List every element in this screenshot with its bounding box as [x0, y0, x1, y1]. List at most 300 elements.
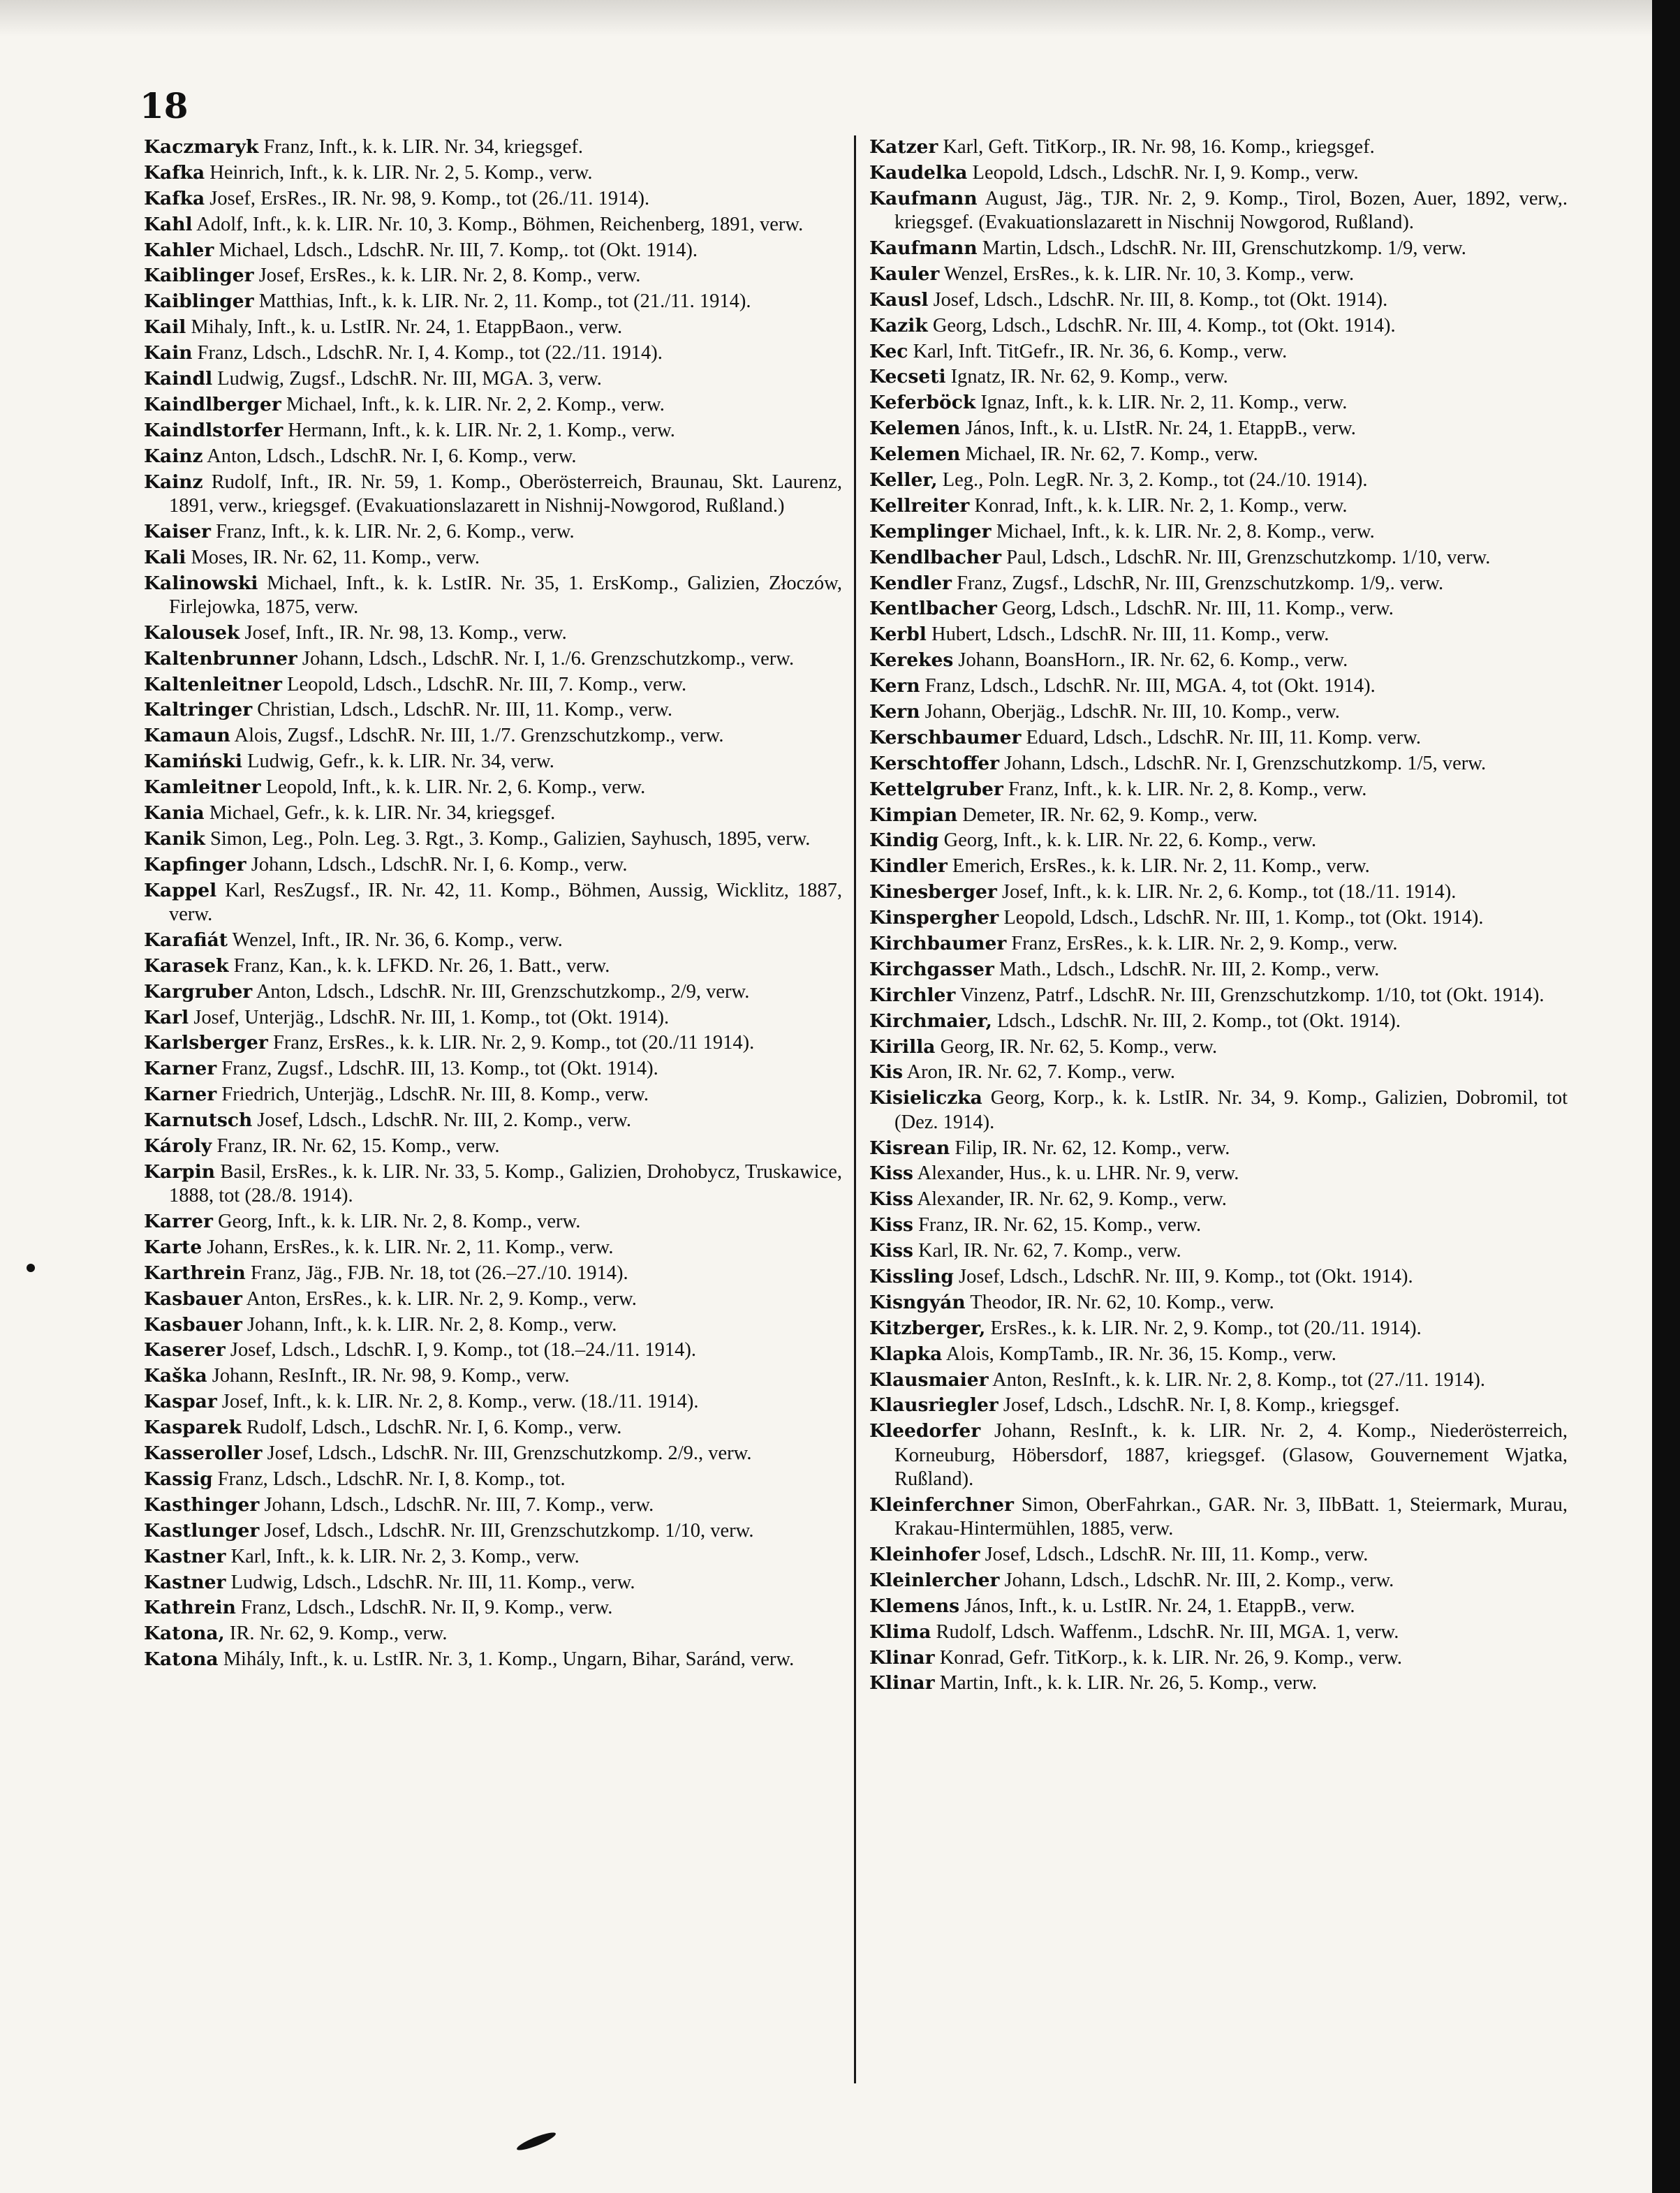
entry-details: Hubert, Ldsch., LdschR. Nr. III, 11. Komp., verw. [931, 623, 1329, 646]
scan-right-border [1652, 0, 1680, 2193]
list-item [869, 906, 1568, 930]
page-number: 18 [140, 85, 189, 126]
entry-details: Michael, Inft., k. k. LstIR. Nr. 35, 1. ErsKomp., Galizien, Złoczów, Firlejowka, 1875, verw. [169, 572, 843, 618]
entry-details: Karl, Geft. TitKorp., IR. Nr. 98, 16. Komp., kriegsgef. [943, 136, 1375, 158]
list-item [144, 471, 842, 519]
entry-details: Johann, Ldsch., LdschR. Nr. III, 7. Komp., verw. [264, 1493, 654, 1516]
entry-surname: Kern [869, 675, 920, 697]
entry-surname: Karafiát [144, 929, 228, 951]
entry-surname: Klinar [869, 1646, 935, 1669]
entry-surname: Kalousek [144, 621, 240, 644]
list-item [869, 1162, 1568, 1186]
entry-details: Johann, Ldsch., LdschR. Nr. I, 6. Komp., verw. [251, 853, 628, 876]
entry-details: Anton, ErsRes., k. k. LIR. Nr. 2, 9. Komp., verw. [246, 1287, 637, 1310]
entry-details: Johann, Oberjäg., LdschR. Nr. III, 10. Komp., verw. [924, 701, 1340, 723]
entry-details: Georg, Ldsch., LdschR. Nr. III, 4. Komp., tot (Okt. 1914). [932, 314, 1396, 337]
entry-surname: Kanik [144, 827, 205, 850]
entry-surname: Karpin [144, 1160, 216, 1183]
entry-details: Josef, Ldsch., LdschR. Nr. III, 11. Komp., verw. [985, 1544, 1369, 1566]
entry-surname: Karrer [144, 1211, 213, 1233]
list-item [869, 1646, 1568, 1670]
entry-surname: Kinspergher [869, 907, 999, 929]
entry-details: Simon, Leg., Poln. Leg. 3. Rgt., 3. Komp., Galizien, Sayhusch, 1895, verw. [210, 827, 811, 850]
entry-details: August, Jäg., TJR. Nr. 2, 9. Komp., Tirol, Bozen, Auer, 1892, verw,. kriegsgef. (Evakuationslazarett in Nischnij Nowgorod, Rußland). [894, 187, 1568, 234]
entry-surname: Kleinferchner [869, 1493, 1015, 1516]
list-item [869, 135, 1568, 159]
entry-surname: Kargruber [144, 980, 253, 1003]
list-item [869, 161, 1568, 185]
list-item [144, 776, 842, 799]
entry-details: Josef, Unterjäg., LdschR. Nr. III, 1. Komp., tot (Okt. 1914). [193, 1006, 670, 1028]
entry-details: Josef, Ldsch., LdschR. Nr. III, 9. Komp., tot (Okt. 1914). [959, 1266, 1413, 1287]
entry-surname: Kastlunger [144, 1519, 260, 1542]
list-item [144, 290, 842, 313]
entry-details: Mihaly, Inft., k. u. LstIR. Nr. 24, 1. EtappBaon., verw. [191, 316, 623, 339]
right-column [869, 135, 1568, 1697]
list-item [144, 1083, 842, 1107]
entry-details: Josef, Inft., k. k. LIR. Nr. 2, 8. Komp., verw. (18./11. 1914). [221, 1391, 699, 1413]
entry-surname: Kafka [144, 187, 205, 209]
entry-surname: Keller, [869, 468, 938, 491]
entry-surname: Klausmaier [869, 1368, 989, 1391]
entry-details: Eduard, Ldsch., LdschR. Nr. III, 11. Komp. verw. [1026, 726, 1421, 748]
entry-surname: Kellreiter [869, 494, 970, 517]
entry-surname: Kirchgasser [869, 958, 994, 980]
ink-smudge-mark [515, 2129, 557, 2153]
entry-details: Ignatz, IR. Nr. 62, 9. Komp., verw. [950, 366, 1228, 388]
entry-surname: Kirchmaier, [869, 1010, 992, 1032]
list-item [144, 1364, 842, 1388]
entry-details: Alexander, IR. Nr. 62, 9. Komp., verw. [917, 1188, 1227, 1211]
entry-surname: Kaczmaryk [144, 136, 259, 158]
entry-details: Johann, ErsRes., k. k. LIR. Nr. 2, 11. Komp., verw. [207, 1236, 614, 1258]
entry-surname: Kaindlstorfer [144, 419, 283, 441]
entry-surname: Kaška [144, 1365, 207, 1387]
list-item [144, 367, 842, 391]
list-item [144, 1390, 842, 1414]
list-item [869, 187, 1568, 235]
list-item [869, 700, 1568, 724]
entry-surname: Kleinlercher [869, 1569, 1000, 1591]
list-item [144, 445, 842, 468]
entry-surname: Kainz [144, 471, 203, 493]
list-item [144, 1442, 842, 1465]
list-item [869, 726, 1568, 750]
entry-details: Karl, IR. Nr. 62, 7. Komp., verw. [918, 1240, 1181, 1262]
list-item [869, 1137, 1568, 1160]
entry-surname: Kinesberger [869, 881, 997, 903]
list-item [144, 187, 842, 211]
list-item [869, 1671, 1568, 1695]
entry-surname: Kec [869, 340, 908, 362]
entry-details: Alexander, Hus., k. u. LHR. Nr. 9, verw. [917, 1162, 1239, 1185]
entry-surname: Karner [144, 1084, 217, 1106]
list-item [869, 494, 1568, 518]
entry-details: Leopold, Ldsch., LdschR. Nr. III, 7. Komp., verw. [287, 673, 687, 695]
list-item [869, 1620, 1568, 1644]
entry-surname: Kleinhofer [869, 1544, 980, 1566]
entry-surname: Kamleitner [144, 776, 261, 799]
list-item [869, 237, 1568, 260]
entry-details: Franz, Zugsf., LdschR, Nr. III, Grenzschutzkomp. 1/9,. verw. [957, 572, 1444, 594]
entry-details: Theodor, IR. Nr. 62, 10. Komp., verw. [970, 1291, 1274, 1313]
entry-surname: Kathrein [144, 1597, 236, 1619]
list-item [869, 1265, 1568, 1289]
list-item [869, 1035, 1568, 1059]
entry-details: Franz, ErsRes., k. k. LIR. Nr. 2, 9. Komp., tot (20./11 1914). [272, 1032, 755, 1054]
entry-surname: Kastner [144, 1545, 226, 1567]
list-item [144, 264, 842, 288]
entry-details: Georg, Korp., k. k. LstIR. Nr. 34, 9. Komp., Galizien, Dobromil, tot (Dez. 1914). [894, 1087, 1568, 1133]
entry-details: Leg., Poln. LegR. Nr. 3, 2. Komp., tot (24./10. 1914). [942, 468, 1368, 491]
entry-surname: Kahl [144, 213, 193, 235]
entry-surname: Klinar [869, 1672, 935, 1694]
list-item [144, 673, 842, 697]
list-item [144, 239, 842, 263]
list-item [144, 750, 842, 774]
list-item [869, 804, 1568, 827]
entry-surname: Katona [144, 1648, 219, 1671]
entry-details: Josef, Ldsch., LdschR. Nr. III, Grenzschutzkomp. 1/10, verw. [264, 1519, 754, 1542]
entry-surname: Kaiblinger [144, 290, 254, 313]
entry-details: Georg, IR. Nr. 62, 5. Komp., verw. [940, 1035, 1218, 1058]
list-item [869, 1010, 1568, 1033]
entry-surname: Kendlbacher [869, 546, 1002, 568]
list-item [869, 829, 1568, 852]
entry-details: Anton, ResInft., k. k. LIR. Nr. 2, 8. Komp., tot (27./11. 1914). [992, 1368, 1485, 1391]
entry-surname: Kain [144, 342, 193, 364]
entry-details: János, Inft., k. u. LstIR. Nr. 24, 1. EtappB., verw. [964, 1595, 1355, 1617]
entry-details: Ludwig, Gefr., k. k. LIR. Nr. 34, verw. [247, 751, 554, 773]
entry-surname: Klapka [869, 1343, 943, 1365]
entry-surname: Kasparek [144, 1417, 242, 1439]
entry-details: Franz, Inft., k. k. LIR. Nr. 2, 6. Komp., verw. [216, 520, 575, 542]
entry-details: Alois, Zugsf., LdschR. Nr. III, 1./7. Grenzschutzkomp., verw. [234, 725, 724, 747]
entry-details: Georg, Inft., k. k. LIR. Nr. 22, 6. Komp., verw. [943, 829, 1317, 852]
entry-details: Friedrich, Unterjäg., LdschR. Nr. III, 8. Komp., verw. [221, 1084, 649, 1106]
list-item [144, 1571, 842, 1595]
entry-details: Michael, Gefr., k. k. LIR. Nr. 34, kriegsgef. [209, 802, 556, 824]
entry-details: Josef, Ldsch., LdschR. Nr. III, Grenzschutzkomp. 2/9., verw. [267, 1442, 752, 1465]
entry-details: Filip, IR. Nr. 62, 12. Komp., verw. [955, 1137, 1230, 1159]
entry-surname: Kerbl [869, 623, 927, 646]
list-item [869, 1061, 1568, 1084]
entry-surname: Kazik [869, 314, 928, 337]
entry-details: Karl, Inft. TitGefr., IR. Nr. 36, 6. Komp., verw. [913, 340, 1288, 362]
scan-top-shadow [0, 0, 1680, 36]
list-item [869, 880, 1568, 904]
list-item [869, 778, 1568, 802]
entry-details: Wenzel, Inft., IR. Nr. 36, 6. Komp., verw. [232, 929, 563, 951]
list-item [869, 1188, 1568, 1211]
entry-details: Josef, Ldsch., LdschR. Nr. III, 2. Komp., verw. [257, 1109, 631, 1132]
list-item [869, 1419, 1568, 1491]
list-item [869, 288, 1568, 312]
list-item [869, 417, 1568, 441]
entry-surname: Kaiblinger [144, 265, 254, 287]
list-item [144, 520, 842, 544]
entry-details: Anton, Ldsch., LdschR. Nr. III, Grenzschutzkomp., 2/9, verw. [256, 980, 750, 1003]
list-item [144, 572, 842, 620]
list-item [144, 1622, 842, 1646]
entry-surname: Kerschtoffer [869, 752, 1000, 774]
entry-details: Basil, ErsRes., k. k. LIR. Nr. 33, 5. Komp., Galizien, Drohobycz, Truskawice, 1888, tot (28./8. 1914). [169, 1160, 843, 1207]
entry-details: Ludwig, Ldsch., LdschR. Nr. III, 11. Komp., verw. [230, 1571, 635, 1593]
entry-surname: Kamaun [144, 725, 230, 747]
entry-details: Anton, Ldsch., LdschR. Nr. I, 6. Komp., verw. [207, 445, 577, 467]
entry-details: Franz, Kan., k. k. LFKD. Nr. 26, 1. Batt., verw. [233, 954, 610, 977]
entry-details: Alois, KompTamb., IR. Nr. 36, 15. Komp., verw. [945, 1343, 1336, 1365]
entry-details: Paul, Ldsch., LdschR. Nr. III, Grenzschutzkomp. 1/10, verw. [1006, 546, 1491, 568]
entry-surname: Kaindlberger [144, 393, 281, 415]
entry-details: Ignaz, Inft., k. k. LIR. Nr. 2, 11. Komp., verw. [980, 392, 1348, 414]
entry-details: Josef, Inft., k. k. LIR. Nr. 2, 6. Komp., tot (18./11. 1914). [1001, 881, 1457, 903]
list-item [144, 1262, 842, 1285]
list-item [144, 1135, 842, 1158]
entry-details: Simon, OberFahrkan., GAR. Nr. 3, IIbBatt. 1, Steiermark, Murau, Krakau-Hintermühlen, 1885, verw. [894, 1493, 1568, 1540]
entry-details: Konrad, Gefr. TitKorp., k. k. LIR. Nr. 26, 9. Komp., verw. [939, 1646, 1403, 1669]
entry-surname: Kisrean [869, 1137, 950, 1159]
entry-surname: Kauler [869, 263, 940, 285]
list-item [144, 213, 842, 237]
entry-details: Josef, Ldsch., LdschR. I, 9. Komp., tot (18.–24./11. 1914). [230, 1339, 696, 1361]
entry-details: Josef, Ldsch., LdschR. Nr. I, 8. Komp., kriegsgef. [1003, 1394, 1400, 1417]
entry-details: Konrad, Inft., k. k. LIR. Nr. 2, 1. Komp., verw. [974, 494, 1348, 517]
list-item [869, 674, 1568, 698]
entry-details: ErsRes., k. k. LIR. Nr. 2, 9. Komp., tot (20./11. 1914). [990, 1317, 1422, 1339]
entry-surname: Kirilla [869, 1035, 936, 1058]
entry-surname: Kaltenleitner [144, 673, 282, 695]
list-item [144, 419, 842, 443]
entry-details: Rudolf, Inft., IR. Nr. 59, 1. Komp., Oberösterreich, Braunau, Skt. Laurenz, 1891, verw., kriegsgef. (Evakuationslazarett in Nishnij-Nowgorod, Rußland.) [169, 471, 842, 517]
entry-details: Ludwig, Zugsf., LdschR. Nr. III, MGA. 3, verw. [217, 368, 602, 390]
entry-surname: Kaufmann [869, 237, 978, 259]
entry-surname: Kerekes [869, 649, 954, 672]
entry-details: Rudolf, Ldsch., LdschR. Nr. I, 6. Komp., verw. [246, 1417, 622, 1439]
list-item [144, 1519, 842, 1543]
entry-surname: Karner [144, 1058, 217, 1080]
list-item [869, 649, 1568, 672]
entry-surname: Kern [869, 701, 920, 723]
list-item [869, 1394, 1568, 1417]
entry-details: Franz, Ldsch., LdschR. Nr. II, 9. Komp., verw. [241, 1597, 613, 1619]
entry-surname: Karl [144, 1006, 189, 1028]
list-item [869, 855, 1568, 878]
entry-surname: Kapfinger [144, 853, 246, 876]
entry-surname: Karnutsch [144, 1109, 253, 1132]
entry-surname: Kentlbacher [869, 598, 997, 620]
entry-details: Johann, Inft., k. k. LIR. Nr. 2, 8. Komp., verw. [247, 1313, 617, 1336]
list-item [869, 314, 1568, 338]
entry-details: IR. Nr. 62, 9. Komp., verw. [229, 1623, 448, 1645]
entry-details: János, Inft., k. u. LIstR. Nr. 24, 1. EtappB., verw. [965, 418, 1356, 440]
entry-surname: Kiss [869, 1240, 913, 1262]
list-item [144, 802, 842, 825]
entry-details: Martin, Inft., k. k. LIR. Nr. 26, 5. Komp., verw. [939, 1672, 1318, 1694]
entry-details: Karl, Inft., k. k. LIR. Nr. 2, 3. Komp., verw. [230, 1545, 580, 1567]
entry-surname: Kappel [144, 879, 217, 901]
list-item [144, 954, 842, 978]
entry-details: Georg, Inft., k. k. LIR. Nr. 2, 8. Komp., verw. [218, 1211, 581, 1233]
entry-surname: Kaufmann [869, 187, 978, 209]
entry-details: Vinzenz, Patrf., LdschR. Nr. III, Grenzschutzkomp. 1/10, tot (Okt. 1914). [959, 984, 1545, 1006]
entry-details: Georg, Ldsch., LdschR. Nr. III, 11. Komp., verw. [1001, 598, 1394, 620]
entry-surname: Kasbauer [144, 1313, 242, 1336]
list-item [144, 1287, 842, 1311]
list-item [869, 520, 1568, 544]
entry-details: Demeter, IR. Nr. 62, 9. Komp., verw. [962, 804, 1258, 826]
entry-surname: Kafka [144, 161, 205, 184]
list-item [144, 1545, 842, 1569]
entry-surname: Kail [144, 316, 186, 339]
entry-details: Michael, Inft., k. k. LIR. Nr. 2, 8. Komp., verw. [996, 520, 1375, 542]
list-item [144, 1338, 842, 1362]
list-item [869, 263, 1568, 286]
entry-surname: Kirchler [869, 984, 956, 1006]
entry-surname: Kelemen [869, 418, 961, 440]
list-item [144, 341, 842, 365]
entry-surname: Kecseti [869, 366, 946, 388]
entry-details: Wenzel, ErsRes., k. k. LIR. Nr. 10, 3. Komp., verw. [943, 263, 1355, 285]
list-item [144, 1006, 842, 1030]
list-item [869, 1543, 1568, 1567]
entry-details: Franz, Jäg., FJB. Nr. 18, tot (26.–27./10. 1914). [250, 1262, 628, 1284]
entry-surname: Kindler [869, 855, 948, 878]
entry-details: Franz, Inft., k. k. LIR. Nr. 2, 8. Komp., verw. [1008, 778, 1367, 800]
list-item [869, 958, 1568, 982]
entry-surname: Károly [144, 1135, 212, 1157]
list-item [869, 1493, 1568, 1542]
list-item [144, 853, 842, 877]
list-item [144, 1493, 842, 1517]
entry-surname: Klemens [869, 1595, 960, 1617]
entry-surname: Kemplinger [869, 520, 992, 542]
entry-surname: Kisngyán [869, 1291, 966, 1313]
entry-details: Franz, Ldsch., LdschR. Nr. I, 4. Komp., tot (22./11. 1914). [197, 342, 663, 364]
entry-surname: Kali [144, 546, 186, 568]
entry-details: Rudolf, Ldsch. Waffenm., LdschR. Nr. III, MGA. 1, verw. [936, 1620, 1399, 1643]
entry-surname: Kassig [144, 1468, 213, 1490]
list-item [869, 572, 1568, 596]
entry-details: Josef, Inft., IR. Nr. 98, 13. Komp., verw. [244, 621, 567, 644]
entry-surname: Katona, [144, 1623, 225, 1645]
list-item [869, 597, 1568, 621]
entry-details: Ldsch., LdschR. Nr. III, 2. Komp., tot (Okt. 1914). [997, 1010, 1401, 1032]
list-item [144, 1236, 842, 1260]
entry-details: Karl, ResZugsf., IR. Nr. 42, 11. Komp., Böhmen, Aussig, Wicklitz, 1887, verw. [169, 879, 842, 925]
entry-surname: Kirchbaumer [869, 933, 1007, 955]
entry-surname: Kania [144, 802, 205, 824]
entry-details: Franz, IR. Nr. 62, 15. Komp., verw. [216, 1135, 500, 1157]
entry-surname: Kettelgruber [869, 778, 1003, 800]
entry-details: Hermann, Inft., k. k. LIR. Nr. 2, 1. Komp., verw. [288, 419, 675, 441]
entry-surname: Kasseroller [144, 1442, 263, 1465]
list-item [144, 1031, 842, 1055]
entry-surname: Kissling [869, 1266, 954, 1287]
list-item [144, 1596, 842, 1620]
list-item [144, 1160, 842, 1209]
entry-surname: Kainz [144, 445, 203, 467]
entry-details: Christian, Ldsch., LdschR. Nr. III, 11. Komp., verw. [257, 699, 673, 721]
entry-surname: Kindig [869, 829, 939, 852]
entry-details: Moses, IR. Nr. 62, 11. Komp., verw. [191, 546, 480, 568]
list-item [869, 340, 1568, 364]
list-item [869, 752, 1568, 776]
entry-surname: Kaindl [144, 368, 213, 390]
entry-details: Franz, IR. Nr. 62, 15. Komp., verw. [918, 1214, 1202, 1236]
list-item [869, 1343, 1568, 1366]
entry-details: Franz, Inft., k. k. LIR. Nr. 34, kriegsgef. [263, 136, 583, 158]
list-item [144, 1057, 842, 1081]
entry-details: Emerich, ErsRes., k. k. LIR. Nr. 2, 11. Komp., verw. [952, 855, 1370, 878]
entry-details: Johann, Ldsch., LdschR. Nr. I, Grenzschutzkomp. 1/5, verw. [1004, 752, 1487, 774]
entry-surname: Klima [869, 1620, 931, 1643]
entry-details: Leopold, Inft., k. k. LIR. Nr. 2, 6. Komp., verw. [265, 776, 646, 799]
entry-surname: Kalinowski [144, 572, 258, 594]
entry-details: Adolf, Inft., k. k. LIR. Nr. 10, 3. Komp., Böhmen, Reichenberg, 1891, verw. [196, 213, 804, 235]
list-item [144, 393, 842, 417]
list-item [869, 1569, 1568, 1593]
entry-details: Franz, ErsRes., k. k. LIR. Nr. 2, 9. Komp., verw. [1011, 933, 1398, 955]
entry-details: Matthias, Inft., k. k. LIR. Nr. 2, 11. Komp., tot (21./11. 1914). [258, 290, 751, 313]
list-item [144, 546, 842, 570]
entry-surname: Katzer [869, 136, 938, 158]
list-item [869, 1595, 1568, 1618]
entry-details: Franz, Ldsch., LdschR. Nr. III, MGA. 4, tot (Okt. 1914). [924, 675, 1376, 697]
entry-details: Martin, Ldsch., LdschR. Nr. III, Grenschutzkomp. 1/9, verw. [982, 237, 1466, 259]
list-item [869, 1291, 1568, 1315]
list-item [869, 1213, 1568, 1237]
entry-details: Franz, Zugsf., LdschR. III, 13. Komp., tot (Okt. 1914). [221, 1058, 658, 1080]
list-item [869, 932, 1568, 956]
entry-details: Leopold, Ldsch., LdschR. Nr. I, 9. Komp., verw. [972, 161, 1359, 184]
list-item [144, 316, 842, 339]
entry-surname: Kaserer [144, 1339, 226, 1361]
entry-surname: Karlsberger [144, 1032, 268, 1054]
list-item [144, 724, 842, 748]
entry-surname: Klausriegler [869, 1394, 999, 1417]
list-item [144, 879, 842, 927]
list-item [869, 468, 1568, 492]
entry-details: Leopold, Ldsch., LdschR. Nr. III, 1. Komp., tot (Okt. 1914). [1003, 907, 1484, 929]
entry-surname: Kaiser [144, 520, 212, 542]
list-item [144, 698, 842, 722]
list-item [869, 984, 1568, 1007]
entry-details: Johann, BoansHorn., IR. Nr. 62, 6. Komp., verw. [958, 649, 1348, 672]
margin-dot-mark [27, 1264, 35, 1272]
list-item [869, 391, 1568, 415]
entry-surname: Kahler [144, 239, 214, 261]
entry-surname: Kitzberger, [869, 1317, 986, 1339]
entry-surname: Karthrein [144, 1262, 246, 1284]
entry-details: Josef, ErsRes., IR. Nr. 98, 9. Komp., tot (26./11. 1914). [209, 187, 650, 209]
entry-surname: Kasbauer [144, 1287, 242, 1310]
left-column [144, 135, 842, 1674]
entry-surname: Kelemen [869, 443, 961, 466]
entry-surname: Kiss [869, 1188, 913, 1211]
list-item [144, 1109, 842, 1132]
entry-surname: Karasek [144, 954, 229, 977]
entry-surname: Kis [869, 1061, 904, 1084]
entry-surname: Kisieliczka [869, 1087, 982, 1109]
list-item [144, 827, 842, 851]
entry-details: Johann, Ldsch., LdschR. Nr. I, 1./6. Grenzschutzkomp., verw. [302, 647, 795, 670]
entry-details: Josef, ErsRes., k. k. LIR. Nr. 2, 8. Komp., verw. [258, 265, 641, 287]
entry-details: Heinrich, Inft., k. k. LIR. Nr. 2, 5. Komp., verw. [209, 161, 593, 184]
list-item [144, 1468, 842, 1491]
list-item [144, 161, 842, 185]
entry-surname: Kamiński [144, 751, 242, 773]
